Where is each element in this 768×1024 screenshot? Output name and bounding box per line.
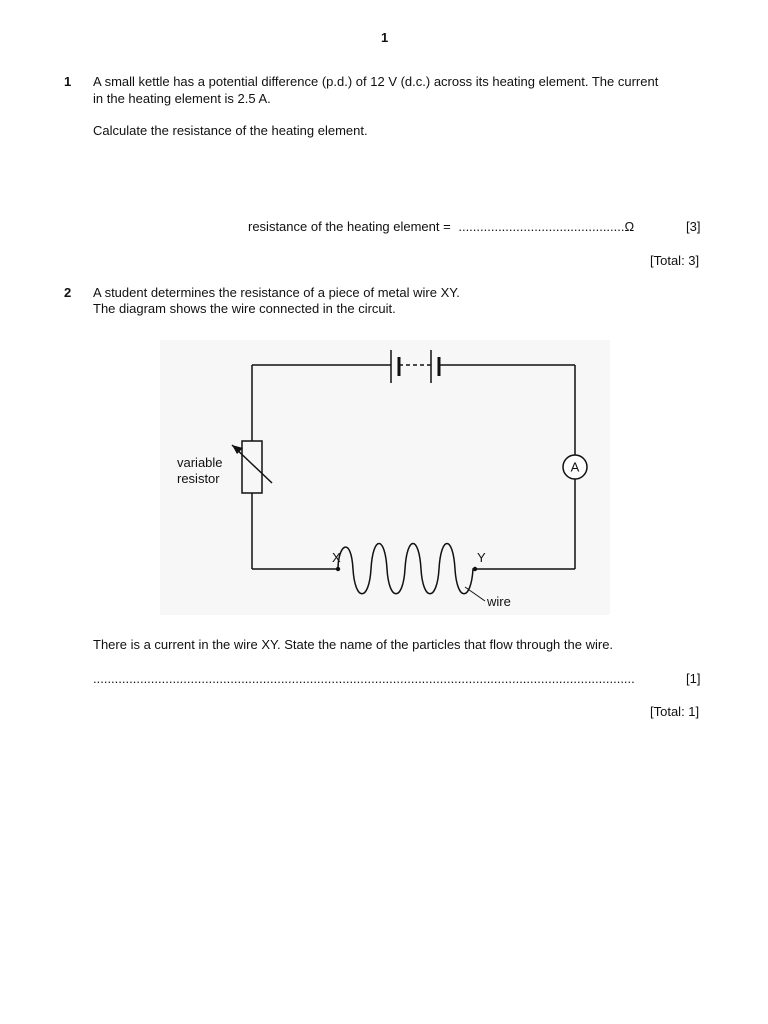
label-resistor: resistor xyxy=(177,471,220,486)
question-1-total: [Total: 3] xyxy=(650,253,700,268)
question-2-prompt: There is a current in the wire XY. State the name of the particles that flow through the wire. xyxy=(93,637,614,652)
diagram-background xyxy=(160,340,610,615)
unit-ohm: Ω xyxy=(624,219,635,234)
question-2-total: [Total: 1] xyxy=(650,704,700,719)
question-1-answer-line xyxy=(248,219,634,234)
question-1-marks: [3] xyxy=(686,219,701,234)
question-2-line-2: The diagram shows the wire connected in the circuit. xyxy=(93,301,396,316)
question-2-number: 2 xyxy=(64,285,72,300)
page-number: 1 xyxy=(381,30,389,45)
label-wire: wire xyxy=(487,594,511,609)
answer-blank[interactable]: .............................................. xyxy=(458,219,625,234)
question-1-line-1: A small kettle has a potential difference (p.d.) of 12 V (d.c.) across its heating element. The current xyxy=(93,74,659,89)
question-2-answer-blank[interactable]: ...................................................................................................................................................... xyxy=(93,671,635,686)
question-2-line-1: A student determines the resistance of a piece of metal wire XY. xyxy=(93,285,460,300)
question-1-number: 1 xyxy=(64,74,72,89)
question-1-line-2: in the heating element is 2.5 A. xyxy=(93,91,271,106)
terminal-y-icon xyxy=(473,567,477,571)
label-variable: variable xyxy=(177,455,223,470)
circuit-diagram xyxy=(160,340,610,615)
question-2-marks: [1] xyxy=(686,671,701,686)
label-x: X xyxy=(332,550,341,565)
answer-label: resistance of the heating element = xyxy=(248,219,451,234)
label-ammeter: A xyxy=(570,459,580,475)
terminal-x-icon xyxy=(336,567,340,571)
label-y: Y xyxy=(477,550,486,565)
question-1-instruction: Calculate the resistance of the heating element. xyxy=(93,123,368,138)
